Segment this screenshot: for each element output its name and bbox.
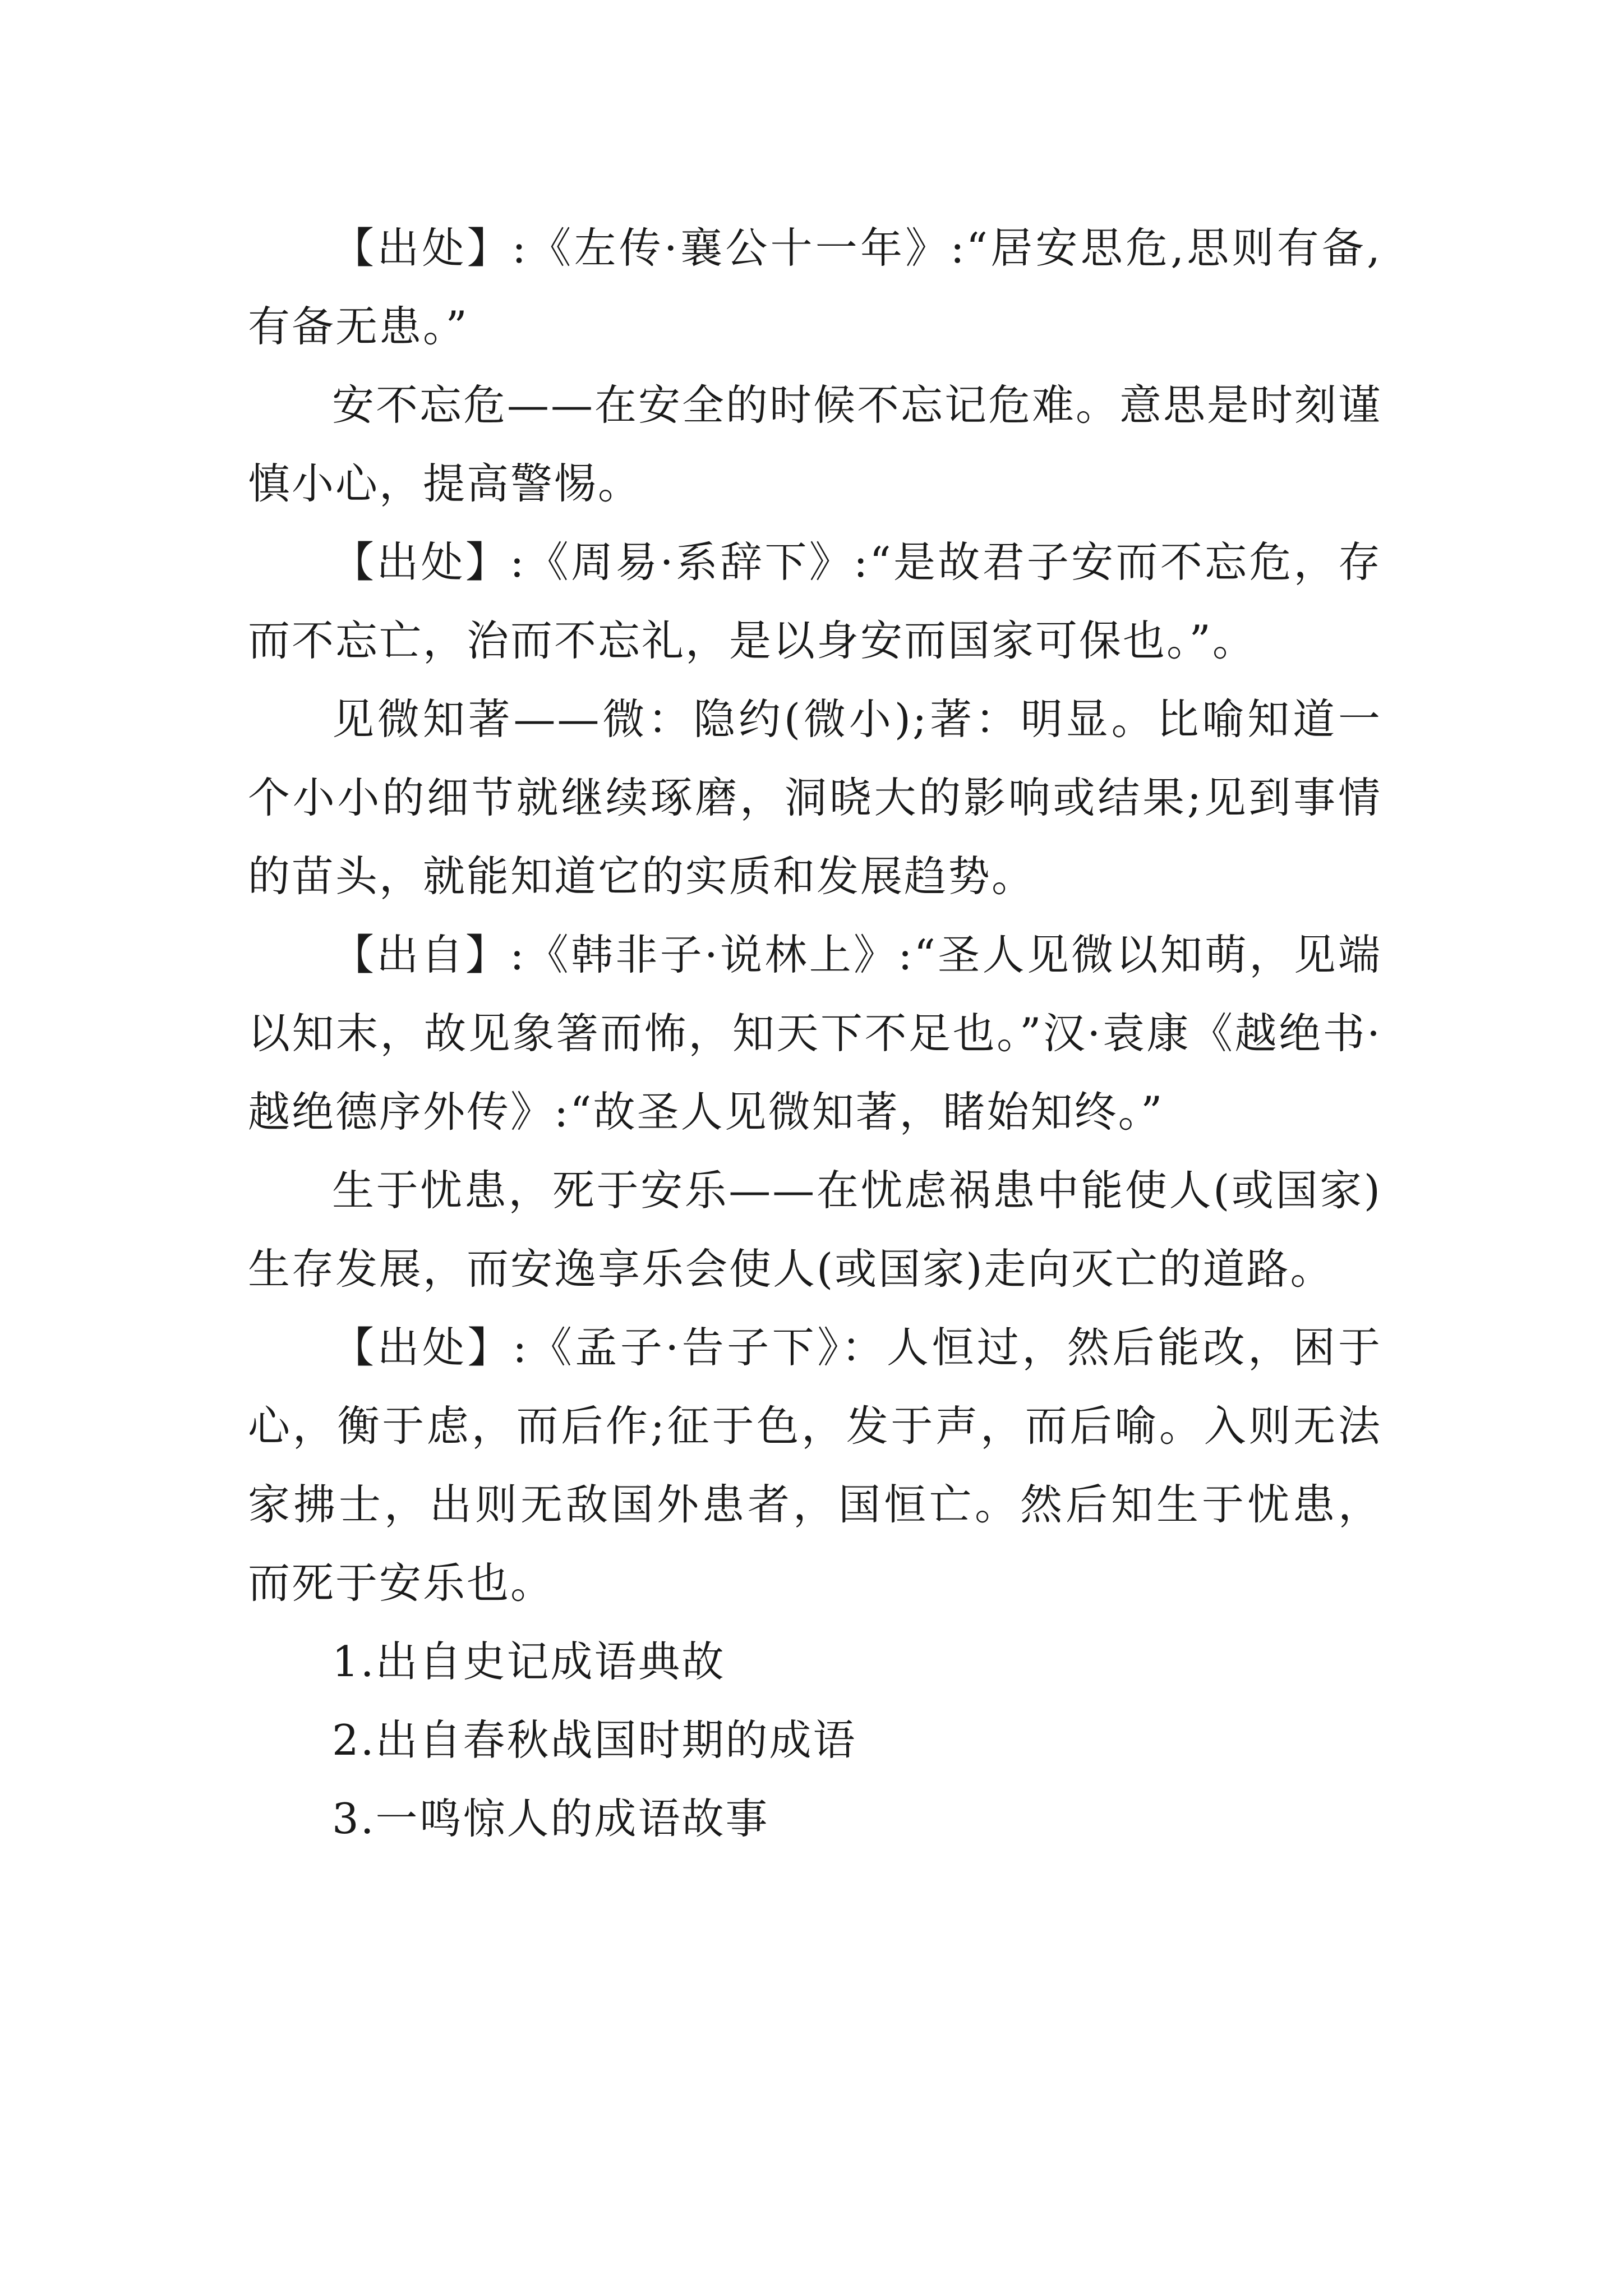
paragraph-jian-wei-zhi-zhu: 见微知著——微：隐约(微小);著：明显。比喻知道一个小小的细节就继续琢磨，洞晓大的影响或结果;见到事情的苗头，就能知道它的实质和发展趋势。 bbox=[248, 694, 1382, 901]
document-body bbox=[248, 209, 1382, 1858]
paragraph-sheng-yu-you-huan: 生于忧患，死于安乐——在忧虑祸患中能使人(或国家)生存发展，而安逸享乐会使人(或国家)走向灭亡的道路。 bbox=[248, 1166, 1382, 1294]
related-link-2: 2.出自春秋战国时期的成语 bbox=[332, 1715, 857, 1765]
paragraph-an-bu-wang-wei: 安不忘危——在安全的时候不忘记危难。意思是时刻谨慎小心，提高警惕。 bbox=[248, 380, 1382, 508]
paragraph-source-zuozhuan: 【出处】:《左传·襄公十一年》:“居安思危,思则有备,有备无患。” bbox=[248, 223, 1382, 351]
related-link-1: 1.出自史记成语典故 bbox=[332, 1637, 726, 1686]
paragraph-source-mengzi: 【出处】:《孟子·告子下》：人恒过，然后能改，困于心，衡于虑，而后作;征于色，发于声，而后喻。入则无法家拂士，出则无敌国外患者，国恒亡。然后知生于忧患，而死于安乐也。 bbox=[248, 1323, 1382, 1608]
paragraph-source-hanfeizi: 【出自】:《韩非子·说林上》:“圣人见微以知萌，见端以知末，故见象箸而怖，知天下不足也。”汉·袁康《越绝书·越绝德序外传》:“故圣人见微知著，睹始知终。” bbox=[248, 930, 1382, 1137]
related-link-3: 3.一鸣惊人的成语故事 bbox=[332, 1794, 769, 1843]
paragraph-source-zhouyi: 【出处】:《周易·系辞下》:“是故君子安而不忘危，存而不忘亡，治而不忘礼，是以身安而国家可保也。”。 bbox=[248, 537, 1382, 665]
